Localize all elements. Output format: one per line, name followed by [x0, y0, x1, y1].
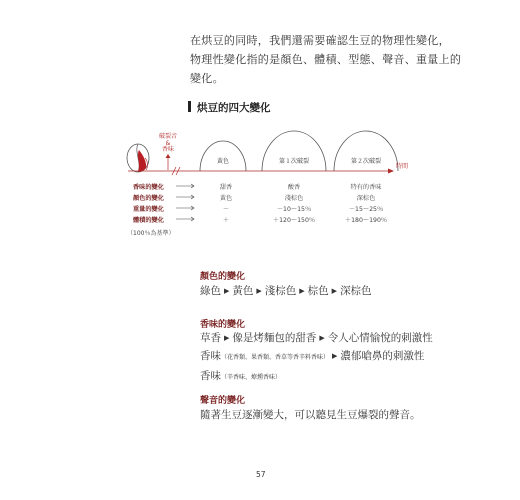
triangle-right-icon: ▶	[224, 287, 230, 295]
stage-arc-second-crack	[334, 131, 398, 171]
stage-label-first-crack: 第１次破裂	[278, 158, 309, 165]
color-change-steps	[200, 282, 372, 300]
cell-volume-yellow: ＋	[222, 217, 230, 224]
aroma-line-3: 香味（辛香味、燎燻香味）	[200, 370, 282, 382]
intro-line: 物理性變化指的是顏色、體積、型態、聲音、重量上的	[190, 53, 462, 66]
color-step: 深棕色	[340, 285, 372, 297]
sound-change-text: 隨著生豆逐漸變大，可以聽見生豆爆裂的聲音。	[200, 409, 421, 421]
cell-weight-second: －15～25％	[348, 206, 384, 213]
intro-line: 在烘豆的同時，我們還需要確認生豆的物理性變化，	[190, 34, 450, 47]
color-step: 棕色	[307, 285, 329, 297]
stage-arc-first-crack	[262, 131, 326, 171]
section-heading-text: 烘豆的四大變化	[197, 102, 271, 114]
color-step: 淺棕色	[264, 285, 297, 297]
row-label-weight: 重量的變化	[133, 206, 164, 213]
triangle-right-icon: ▶	[319, 334, 325, 342]
cell-weight-yellow: －	[222, 206, 230, 213]
intro-line: 變化。	[190, 72, 224, 85]
aroma-line-2: 香味（花香類、果香類、香草等香辛料香味） ▶ 濃郁嗆鼻的刺激性	[200, 347, 433, 367]
sound-change-title: 聲音的變化	[200, 396, 246, 406]
row-label-color: 顏色的變化	[133, 195, 164, 202]
page-number: 57	[256, 470, 266, 479]
aroma-line-1: 草香 ▶ 像是烤麵包的甜香 ▶ 令人心情愉悅的刺激性	[200, 329, 433, 347]
timeline-arrow-head	[388, 169, 394, 174]
crack-sound-label: 破裂音 & 香味	[158, 133, 177, 153]
diagram-footnote: （100％為基準）	[127, 230, 175, 237]
row-label-volume: 體積的變化	[133, 217, 164, 224]
cell-volume-second: ＋180～190％	[344, 217, 388, 224]
stage-label-second-crack: 第２次破裂	[350, 158, 381, 165]
triangle-right-icon: ▶	[224, 334, 230, 342]
cell-aroma-first: 酸香	[287, 184, 301, 191]
color-change-title: 顏色的變化	[200, 272, 246, 282]
row-arrows	[176, 184, 194, 221]
aroma-change-text	[200, 329, 433, 387]
triangle-right-icon: ▶	[332, 352, 338, 360]
color-step: 黃色	[232, 285, 254, 297]
time-label: 時間	[396, 163, 409, 170]
coffee-bean-icon	[127, 144, 149, 172]
triangle-right-icon: ▶	[299, 287, 305, 295]
aroma-change-title: 香味的變化	[200, 320, 246, 330]
triangle-right-icon: ▶	[256, 287, 262, 295]
cell-volume-first: ＋120～150％	[272, 217, 316, 224]
cell-color-yellow: 黃色	[219, 195, 233, 202]
triangle-right-icon: ▶	[331, 287, 338, 295]
cell-weight-first: －10～15％	[276, 206, 312, 213]
cell-color-first: 淺棕色	[284, 195, 304, 202]
cell-aroma-second: 特有的香味	[350, 184, 382, 191]
crack-arrow-head	[166, 154, 171, 158]
stage-label-yellow: 黃色	[216, 158, 229, 165]
color-step: 綠色	[200, 285, 221, 297]
cell-aroma-yellow: 甜香	[219, 184, 233, 191]
cell-color-second: 深棕色	[356, 195, 376, 202]
row-label-aroma: 香味的變化	[133, 184, 164, 191]
